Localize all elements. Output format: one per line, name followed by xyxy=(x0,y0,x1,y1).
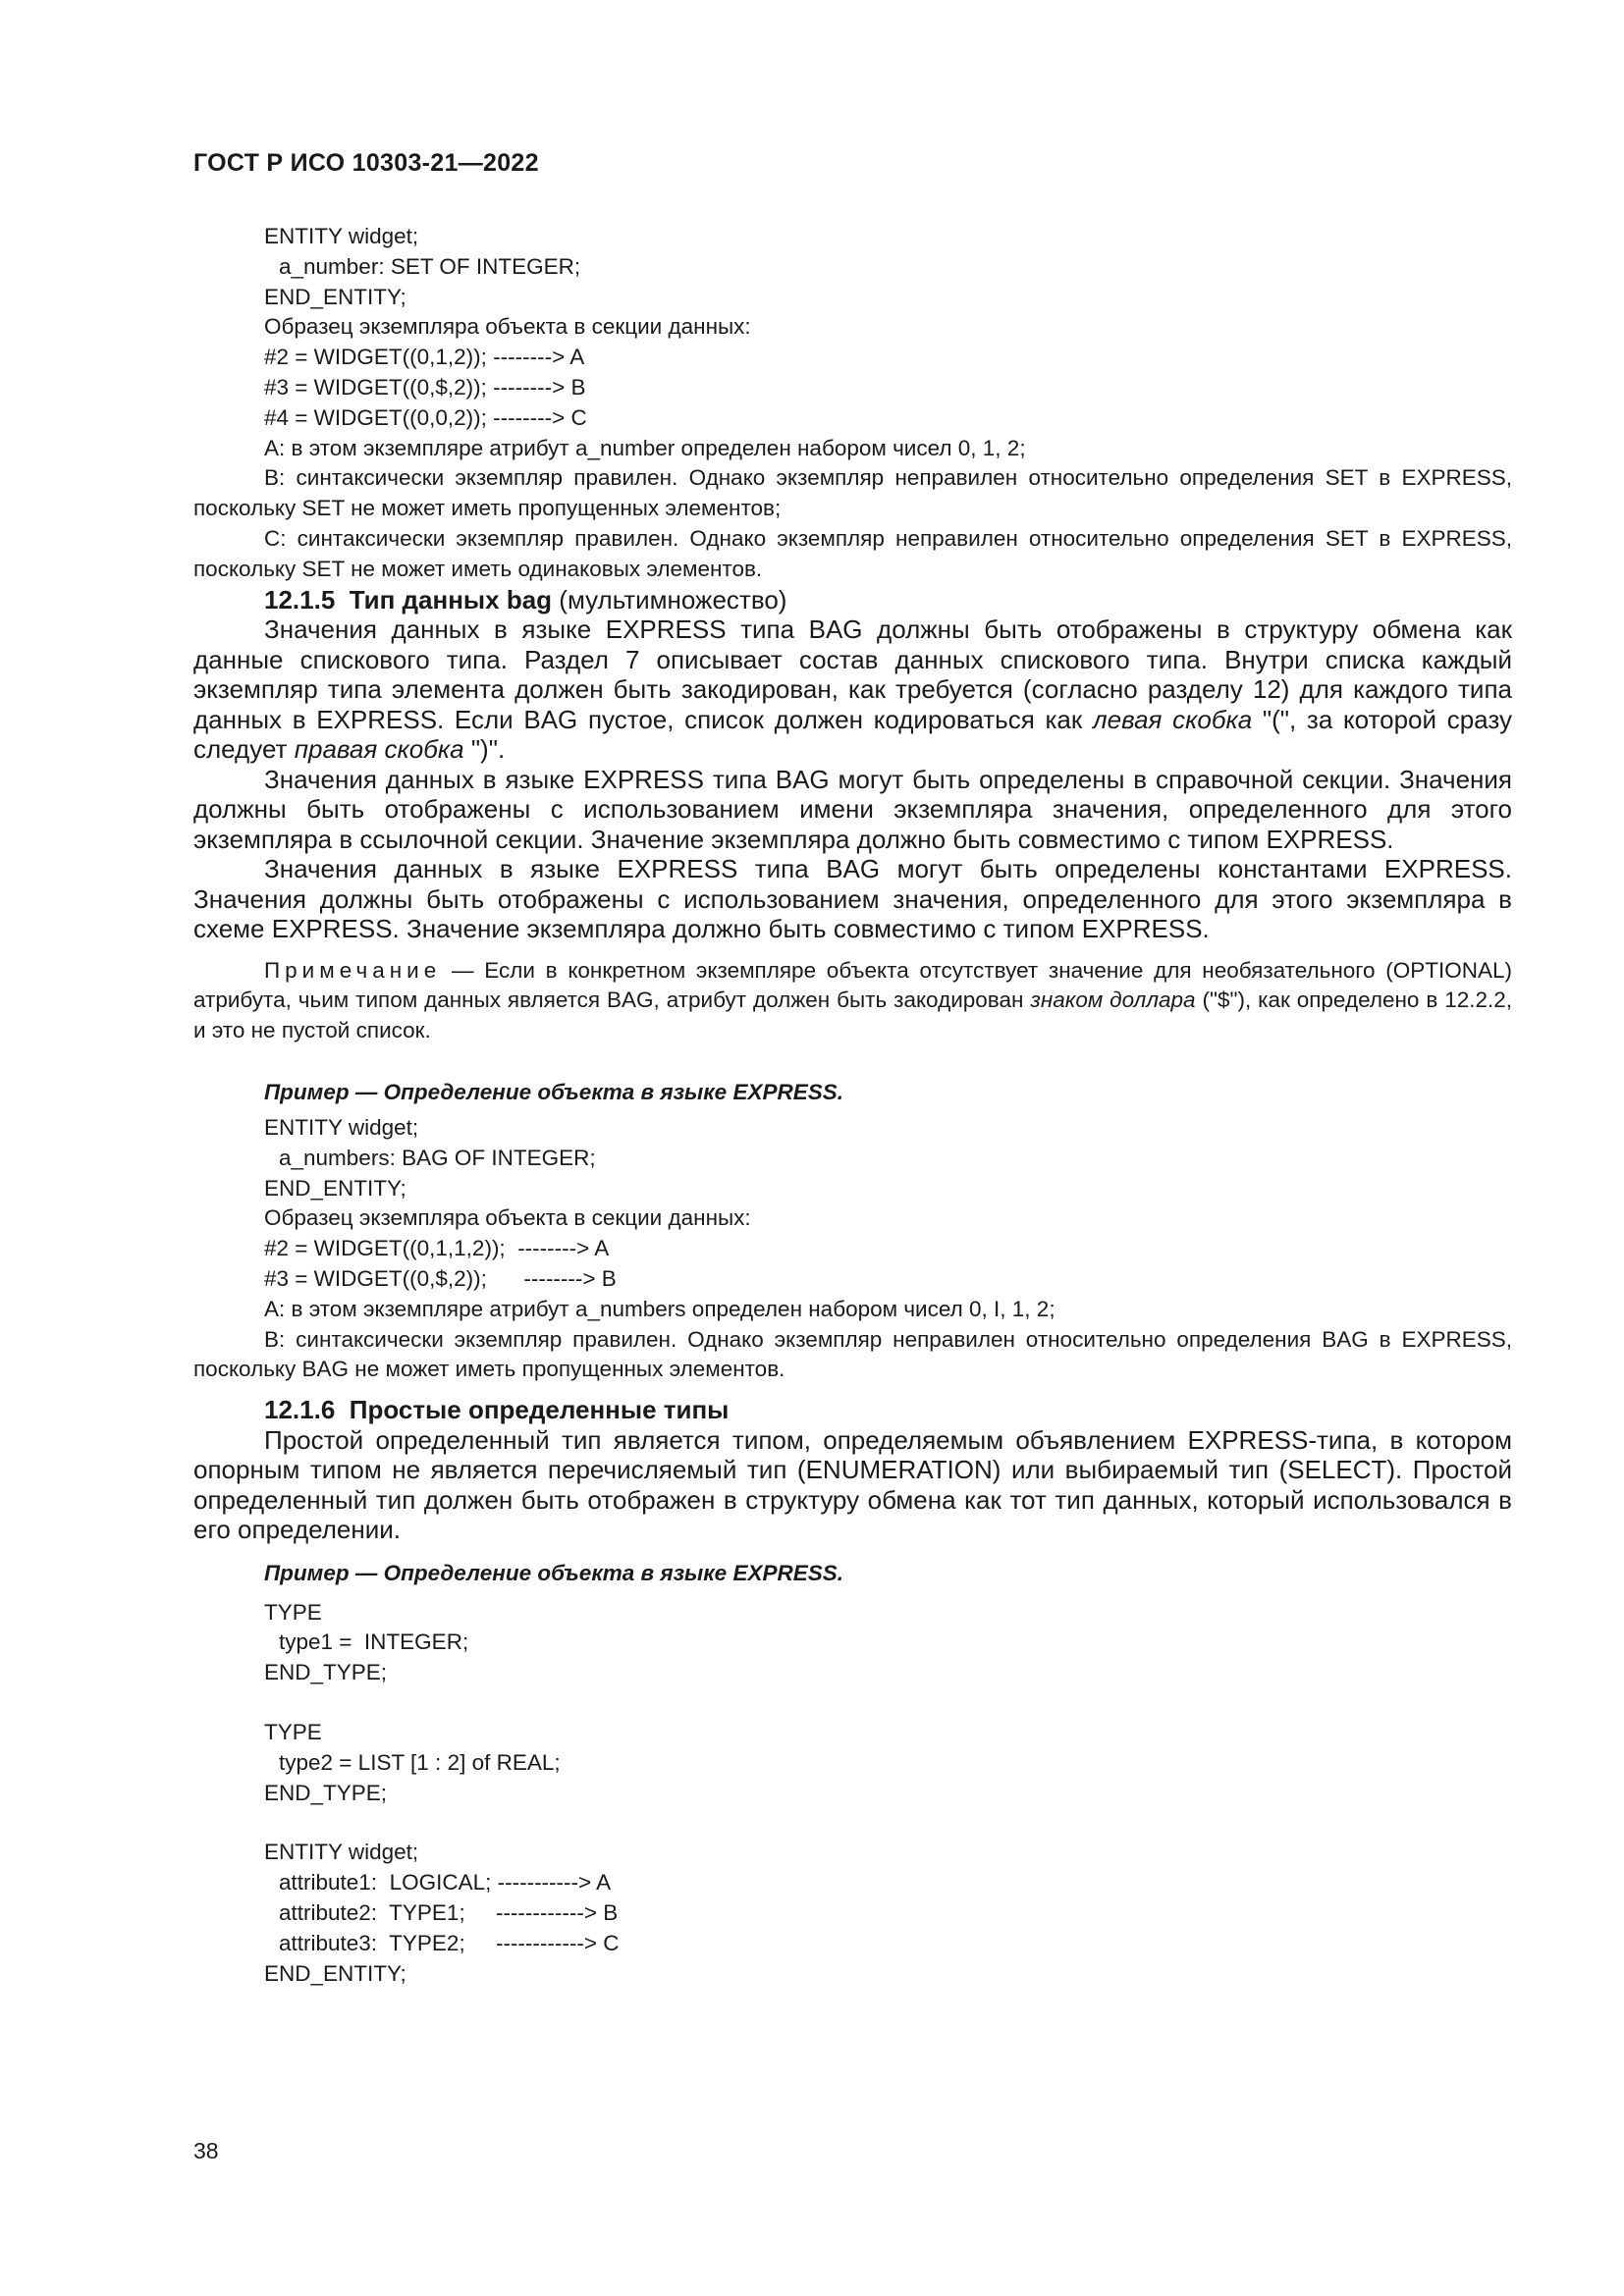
document-body xyxy=(193,222,1512,1989)
code-line: Образец экземпляра объекта в секции данных: xyxy=(264,1205,751,1231)
section-heading xyxy=(193,585,1512,615)
emphasis-text: знаком доллара xyxy=(1030,988,1196,1013)
code-line: ENTITY widget; xyxy=(264,224,419,248)
code-line: a_numbers: BAG OF INTEGER; xyxy=(279,1145,596,1170)
section-title: Простые определенные типы xyxy=(349,1395,730,1425)
code-line: #3 = WIDGET((0,$,2)); --------> B xyxy=(264,1265,617,1291)
section-12-1-5 xyxy=(193,585,1512,944)
explanation-a: A: в этом экземпляре атрибут a_number определен набором чисел 0, 1, 2; xyxy=(264,435,1026,460)
section-title: Тип данных bag xyxy=(349,584,553,614)
note-block xyxy=(193,956,1512,1046)
paragraph: Значения данных в языке EXPRESS типа BAG могут быть определены константами EXPRESS. Значения должны быть отображены с использованием значения, определенного для этого экземпляра в схеме EXPRESS. Значение экземпляра должно быть совместимо с типом EXPRESS. xyxy=(193,854,1512,944)
code-line: Образец экземпляра объекта в секции данных: xyxy=(264,314,751,340)
code-line: attribute3: TYPE2; ------------> C xyxy=(279,1930,620,1955)
code-line: attribute1: LOGICAL; -----------> A xyxy=(279,1870,612,1896)
section-number: 12.1.5 xyxy=(264,584,336,614)
code-line: #2 = WIDGET((0,1,2)); --------> A xyxy=(264,345,585,370)
section-title-suffix: (мультимножество) xyxy=(559,584,787,614)
code-line: END_ENTITY; xyxy=(264,1960,406,1986)
note: Примечание — Если в конкретном экземпляре объекта отсутствует значение для необязательного (OPTIONAL) атрибута, чьим типом данных является BAG, атрибут должен быть закодирован знаком доллара ("$"), как определено в 12.2.2, и это не пустой список. xyxy=(193,957,1512,1043)
explanation-c: C: синтаксически экземпляр правилен. Однако экземпляр неправилен относительно определения SET в EXPRESS, поскольку SET не может иметь одинаковых элементов. xyxy=(193,525,1512,581)
example-heading: Пример — Определение объекта в языке EXPRESS. xyxy=(264,1560,843,1585)
code-line: ENTITY widget; xyxy=(264,1114,419,1140)
code-line: TYPE xyxy=(264,1599,322,1625)
type-example-block xyxy=(193,1559,1512,1990)
code-line: END_TYPE; xyxy=(264,1660,388,1685)
paragraph: Значения данных в языке EXPRESS типа BAG должны быть отображены в структуру обмена как данные спискового типа. Раздел 7 описывает состав данных спискового типа. Внутри списка каждый экземпляр типа элемента должен быть закодирован, как требуется (согласно разделу 12) для каждого типа данных в EXPRESS. Если BAG пустое, список должен кодироваться как левая скобка "(", за которой сразу следует правая скобка ")". xyxy=(193,614,1512,765)
code-line: ENTITY widget; xyxy=(264,1840,419,1865)
emphasis-text: левая скобка xyxy=(1092,704,1253,734)
note-label: Примечание xyxy=(264,957,442,983)
explanation-b: B: синтаксически экземпляр правилен. Однако экземпляр неправилен относительно определения BAG в EXPRESS, поскольку BAG не может иметь пропущенных элементов. xyxy=(193,1326,1512,1382)
section-number: 12.1.6 xyxy=(264,1395,336,1425)
explanation-a: A: в этом экземпляре атрибут a_numbers определен набором чисел 0, I, 1, 2; xyxy=(264,1296,1056,1321)
code-line: END_ENTITY; xyxy=(264,284,406,309)
code-line: END_ENTITY; xyxy=(264,1175,406,1201)
code-line: #4 = WIDGET((0,0,2)); --------> C xyxy=(264,404,587,430)
set-example-block xyxy=(193,222,1512,585)
code-line: attribute2: TYPE1; ------------> B xyxy=(279,1900,619,1925)
code-line: #3 = WIDGET((0,$,2)); --------> B xyxy=(264,374,586,400)
document-header: ГОСТ Р ИСО 10303-21—2022 xyxy=(193,149,539,177)
bag-example-block xyxy=(193,1078,1512,1385)
code-line: type2 = LIST [1 : 2] of REAL; xyxy=(279,1749,561,1775)
code-line: END_TYPE; xyxy=(264,1780,388,1805)
paragraph: Значения данных в языке EXPRESS типа BAG могут быть определены в справочной секции. Значения должны быть отображены с использованием имени экземпляра значения, определенного для этого экземпляра в ссылочной секции. Значение экземпляра должно быть совместимо с типом EXPRESS. xyxy=(193,764,1512,854)
code-line: #2 = WIDGET((0,1,1,2)); --------> A xyxy=(264,1236,610,1261)
code-line: type1 = INTEGER; xyxy=(279,1629,469,1655)
page-number: 38 xyxy=(193,2138,219,2163)
explanation-b: B: синтаксически экземпляр правилен. Однако экземпляр неправилен относительно определения SET в EXPRESS, поскольку SET не может иметь пропущенных элементов; xyxy=(193,465,1512,521)
example-heading: Пример — Определение объекта в языке EXPRESS. xyxy=(264,1079,843,1104)
section-heading xyxy=(193,1395,1512,1425)
section-12-1-6 xyxy=(193,1395,1512,1545)
code-line: a_number: SET OF INTEGER; xyxy=(279,253,581,279)
paragraph: Простой определенный тип является типом, определяемым объявлением EXPRESS-типа, в котором опорным типом не является перечисляемый тип (ENUMERATION) или выбираемый тип (SELECT). Простой определенный тип должен быть отображен в структуру обмена как тот тип данных, который использовался в его определении. xyxy=(193,1424,1512,1545)
code-line: TYPE xyxy=(264,1720,322,1745)
emphasis-text: правая скобка xyxy=(294,734,464,765)
